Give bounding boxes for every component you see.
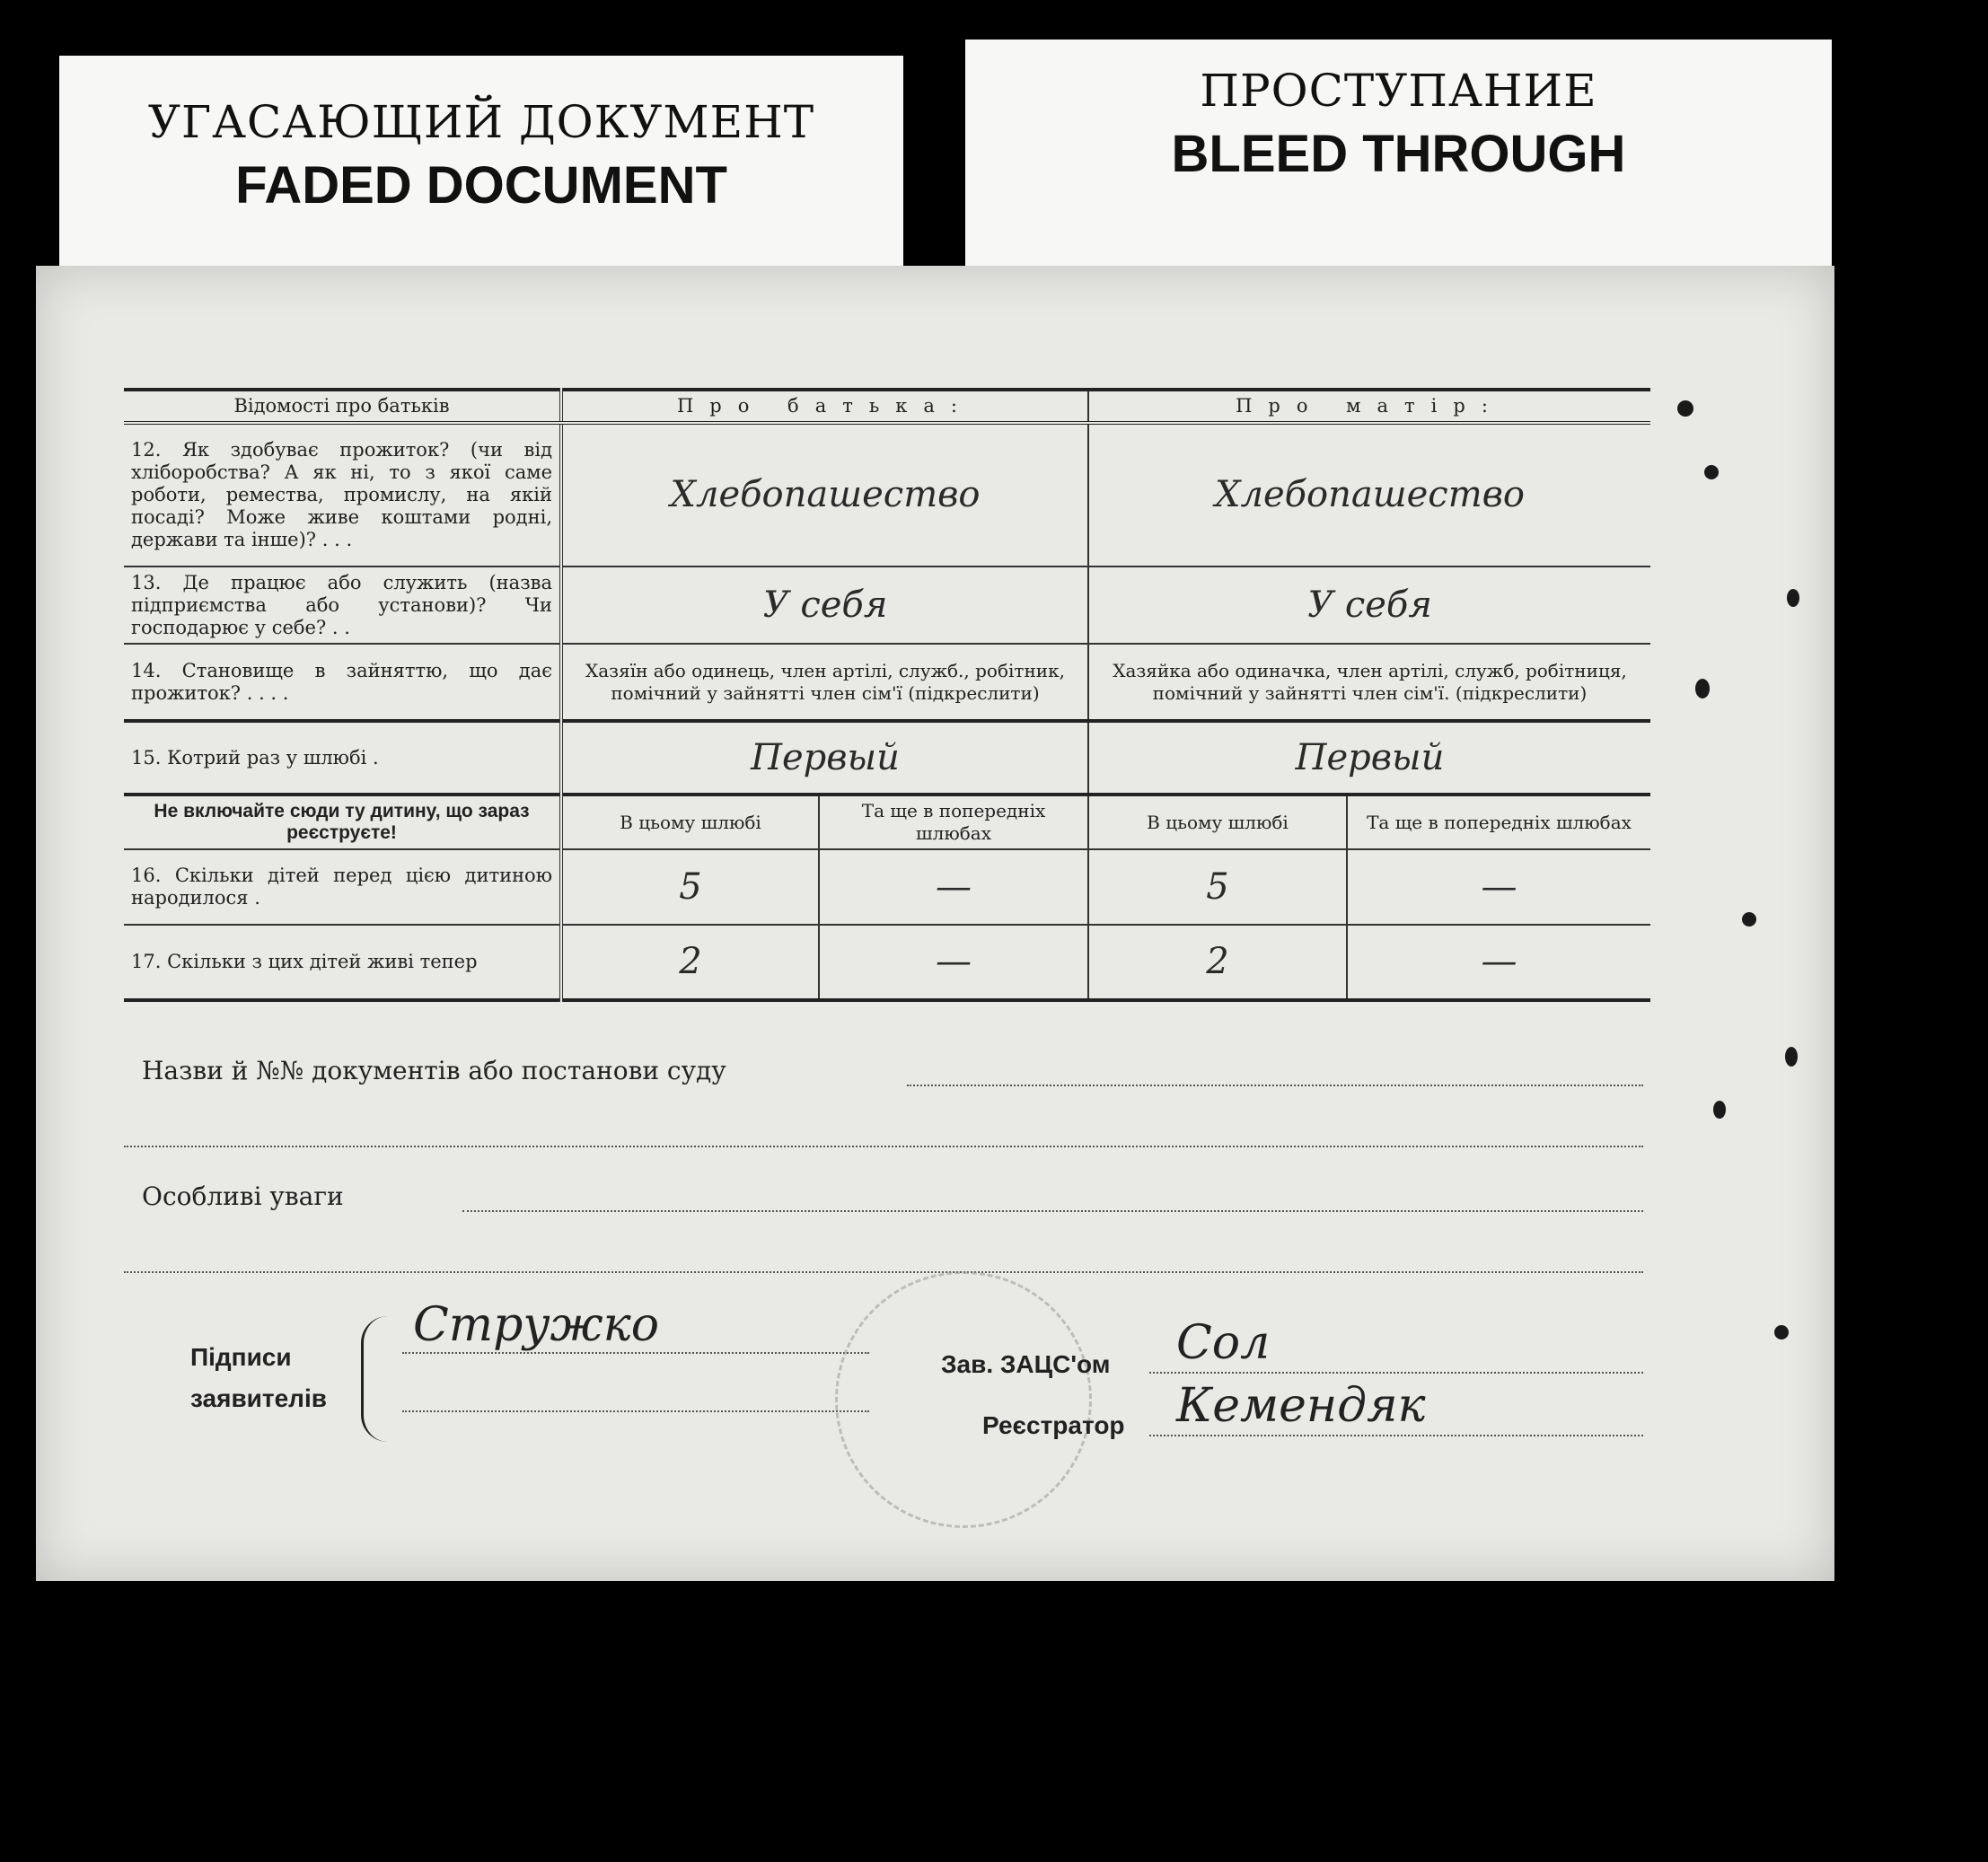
hole-mark bbox=[1785, 1047, 1798, 1067]
registrar-label: Реєстратор bbox=[982, 1411, 1125, 1439]
mother-children-alive-now: 2 bbox=[1088, 925, 1347, 1000]
signatures-label-1: Підписи bbox=[190, 1343, 292, 1371]
special-notes-line bbox=[462, 1210, 1643, 1212]
father-children-born-prev: — bbox=[819, 849, 1088, 925]
mother-in-marriage-header: В цьому шлюбі bbox=[1088, 795, 1347, 849]
father-answer-15: Первый bbox=[561, 721, 1088, 795]
documents-line-2 bbox=[124, 1146, 1643, 1147]
hole-mark bbox=[1787, 589, 1799, 607]
father-children-born-now: 5 bbox=[561, 849, 819, 925]
father-answer-14: Хазяїн або одинець, член артілі, служб., робітник, помічний у зайнятті член сім'ї (підкреслити) bbox=[561, 644, 1088, 721]
question-12: 12. Як здобуває прожиток? (чи від хліборобства? А як ні, то з якої саме роботи, ремества, промислу, на якій посаді? Може живе коштами родні, держави та інше)? . . . bbox=[124, 423, 561, 567]
mother-answer-14: Хазяйка або одиначка, член артілі, служб, робітниця, помічний у зайнятті член сім'ї. (підкреслити) bbox=[1088, 644, 1650, 721]
question-13: 13. Де працює або служить (назва підприємства або установи)? Чи господарює у себе? . . bbox=[124, 567, 561, 644]
question-16: 16. Скільки дітей перед цією дитиною народилося . bbox=[124, 849, 561, 925]
special-notes-line-2 bbox=[124, 1271, 1643, 1273]
document-sheet bbox=[36, 266, 1834, 1581]
hole-mark bbox=[1704, 465, 1719, 479]
father-children-alive-now: 2 bbox=[561, 925, 819, 1000]
hole-mark bbox=[1677, 400, 1693, 417]
bleed-label-en: BLEED THROUGH bbox=[1171, 125, 1626, 183]
father-answer-13: У себя bbox=[561, 567, 1088, 644]
signatures-label-2: заявителів bbox=[190, 1384, 327, 1412]
bleed-through-label-card bbox=[965, 40, 1832, 286]
faded-document-label-card bbox=[59, 56, 903, 287]
table-header-row bbox=[124, 390, 1650, 423]
bleed-label-ru: ПРОСТУПАНИЕ bbox=[1200, 65, 1597, 117]
parents-info-table bbox=[124, 388, 1650, 1002]
applicant-signature-line-1 bbox=[402, 1352, 869, 1354]
documents-label: Назви й №№ документів або постанови суду bbox=[142, 1056, 726, 1085]
official-stamp bbox=[835, 1271, 1092, 1528]
mother-answer-13: У себя bbox=[1088, 567, 1650, 644]
question-14: 14. Становище в зайняттю, що дає прожиток? . . . . bbox=[124, 644, 561, 721]
mother-children-born-prev: — bbox=[1347, 849, 1650, 925]
faded-label-en: FADED DOCUMENT bbox=[235, 156, 727, 215]
mother-header: Про матір: bbox=[1088, 390, 1650, 423]
table-row bbox=[124, 849, 1650, 925]
table-row bbox=[124, 721, 1650, 795]
head-signature-line bbox=[1149, 1372, 1643, 1374]
registrar-signature-line bbox=[1149, 1435, 1643, 1436]
hole-mark bbox=[1742, 912, 1756, 927]
applicant-signature-line-2 bbox=[402, 1410, 869, 1412]
signatures-bracket bbox=[361, 1316, 391, 1442]
father-in-marriage-header: В цьому шлюбі bbox=[561, 795, 819, 849]
table-row bbox=[124, 567, 1650, 644]
head-signature: Сол bbox=[1176, 1316, 1271, 1370]
mother-answer-12: Хлебопашество bbox=[1088, 423, 1650, 567]
mother-answer-15: Первый bbox=[1088, 721, 1650, 795]
hole-mark bbox=[1713, 1101, 1726, 1119]
father-header: Про батька: bbox=[561, 390, 1088, 423]
table-row bbox=[124, 925, 1650, 1000]
question-15: 15. Котрий раз у шлюбі . bbox=[124, 721, 561, 795]
father-answer-12: Хлебопашество bbox=[561, 423, 1088, 567]
hole-mark bbox=[1774, 1325, 1789, 1339]
applicant-signature: Стружко bbox=[413, 1298, 660, 1352]
mother-children-alive-prev: — bbox=[1347, 925, 1650, 1000]
children-subheader-row bbox=[124, 795, 1650, 849]
question-17: 17. Скільки з цих дітей живі тепер bbox=[124, 925, 561, 1000]
exclude-child-note: Не включайте сюди ту дитину, що зараз реєструєте! bbox=[124, 795, 561, 849]
mother-previous-header: Та ще в попередніх шлюбах bbox=[1347, 795, 1650, 849]
registrar-signature: Кемендяк bbox=[1176, 1379, 1426, 1433]
documents-line bbox=[907, 1085, 1643, 1086]
parents-header: Відомості про батьків bbox=[124, 390, 561, 423]
hole-mark bbox=[1695, 679, 1710, 698]
faded-label-ru: УГАСАЮЩИЙ ДОКУМЕНТ bbox=[147, 96, 815, 148]
table-row bbox=[124, 644, 1650, 721]
table-row bbox=[124, 423, 1650, 567]
father-children-alive-prev: — bbox=[819, 925, 1088, 1000]
father-previous-header: Та ще в попередніх шлюбах bbox=[819, 795, 1088, 849]
mother-children-born-now: 5 bbox=[1088, 849, 1347, 925]
special-notes-label: Особливі уваги bbox=[142, 1181, 344, 1211]
head-of-registry-label: Зав. ЗАЦС'ом bbox=[941, 1350, 1111, 1378]
